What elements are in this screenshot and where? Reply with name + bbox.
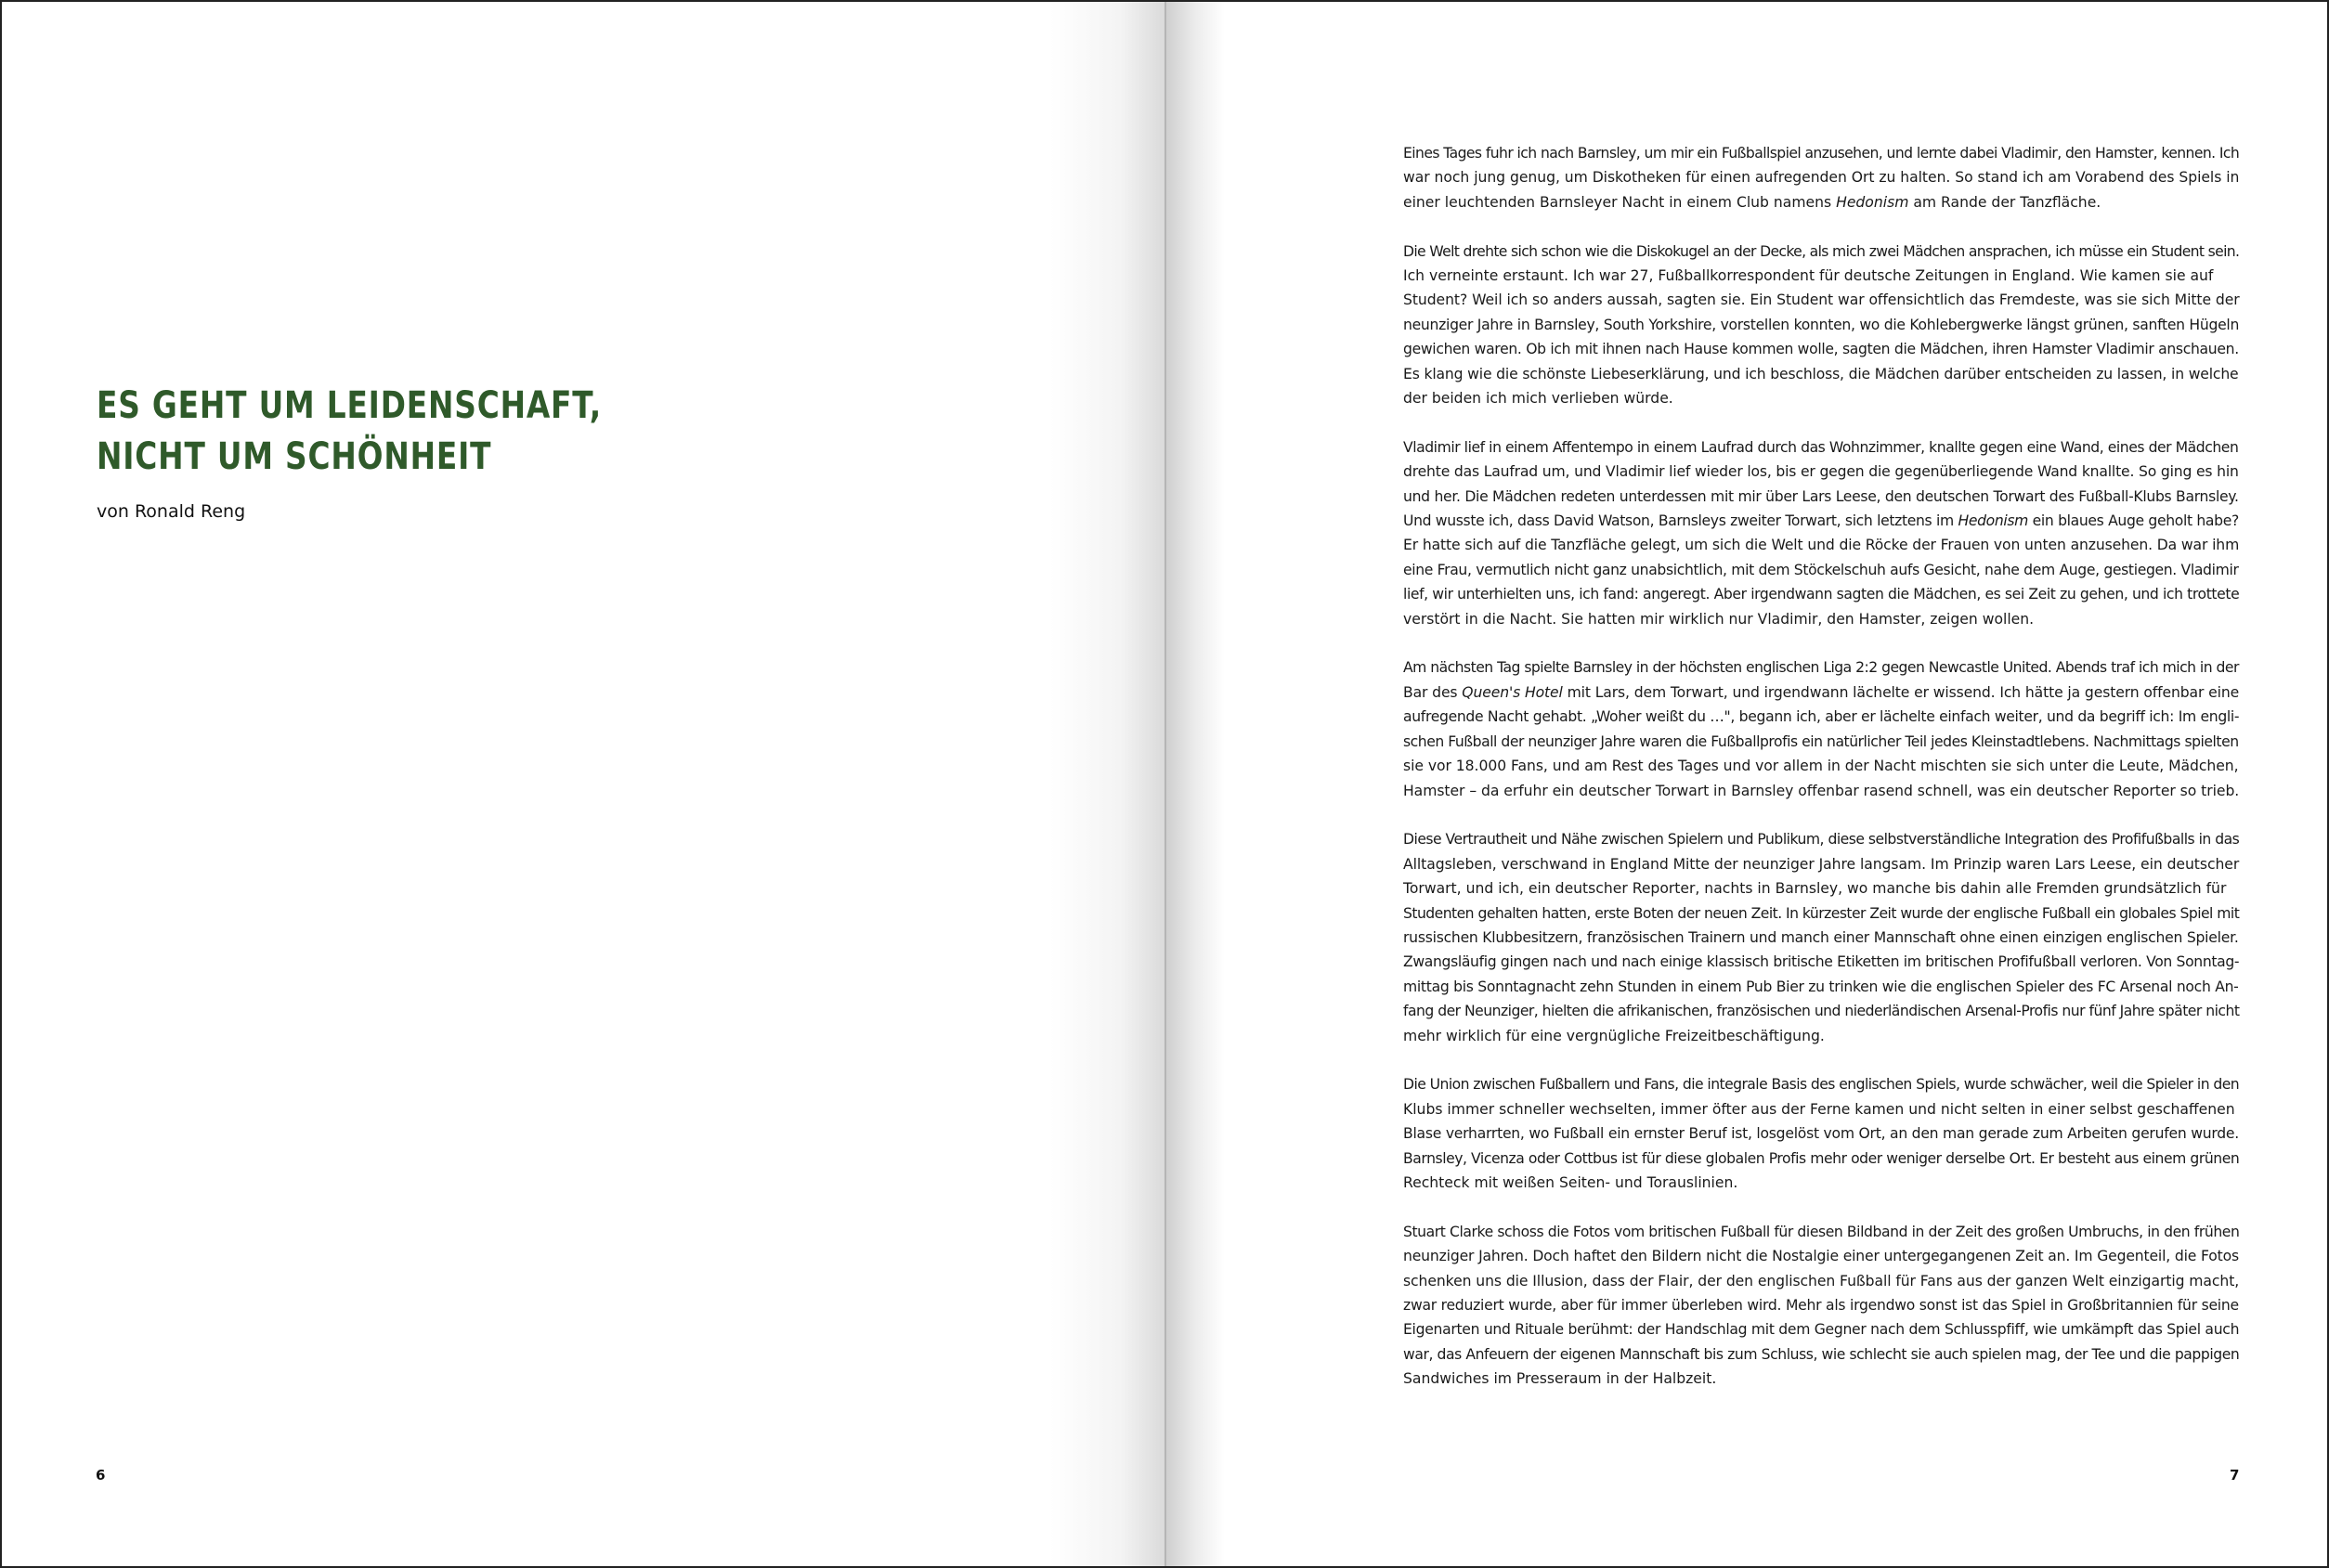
text-line	[1403, 1024, 2239, 1048]
text-line	[1403, 926, 2239, 950]
text-line	[1403, 337, 2239, 361]
text-line	[1403, 288, 2239, 312]
text-line	[1403, 509, 2239, 533]
text-line	[1403, 582, 2239, 606]
text-line	[1403, 1171, 2239, 1195]
text-segment: ein blaues Auge geholt habe?	[2028, 512, 2239, 530]
italic-text: Hedonism	[1836, 193, 1909, 211]
page-number-right: 7	[2230, 1467, 2240, 1484]
text-segment: mittag bis Sonntagnacht zehn Stunden in einem Pub Bier zu trinken wie die englischen Spieler des FC Arsenal noch An-	[1403, 978, 2239, 995]
text-segment: lief, wir unterhielten uns, ich fand: angeregt. Aber irgendwann sagten die Mädchen, es sei Zeit zu gehen, und ich trottete	[1403, 586, 2240, 603]
text-line	[1403, 558, 2239, 582]
text-segment: Ich verneinte erstaunt. Ich war 27, Fußballkorrespondent für deutsche Zeitungen in England. Wie kamen sie auf	[1403, 267, 2214, 285]
text-line	[1403, 730, 2239, 754]
text-line	[1403, 1097, 2239, 1121]
text-segment: verstört in die Nacht. Sie hatten mir wirklich nur Vladimir, den Hamster, zeigen wollen.	[1403, 610, 2035, 628]
text-segment: Vladimir lief in einem Affentempo in einem Laufrad durch das Wohnzimmer, knallte gegen eine Wand, eines der Mädchen	[1403, 438, 2239, 456]
text-line	[1403, 1220, 2239, 1244]
text-segment: Er hatte sich auf die Tanzfläche gelegt, um sich die Welt und die Röcke der Frauen von unten anzusehen. Da war ihm	[1403, 537, 2240, 554]
text-line	[1403, 1293, 2239, 1317]
italic-text: Hedonism	[1958, 512, 2029, 530]
text-line	[1403, 362, 2239, 386]
text-line	[1403, 1147, 2239, 1171]
right-page	[1166, 2, 2329, 1566]
text-segment: Studenten gehalten hatten, erste Boten der neuen Zeit. In kürzester Zeit wurde der englische Fußball ein globales Spiel mit	[1403, 904, 2240, 922]
text-segment: fang der Neunziger, hielten die afrikanischen, französischen und niederländischen Arsenal-Profis nur fünf Jahre später nicht	[1403, 1003, 2240, 1020]
text-line	[1403, 386, 2239, 410]
text-line	[1403, 141, 2239, 165]
text-segment: sie vor 18.000 Fans, und am Rest des Tages und vor allem in der Nacht mischten sie sich unter die Leute, Mädchen,	[1403, 758, 2239, 775]
page-number-left: 6	[96, 1467, 106, 1484]
book-gutter	[1164, 2, 1166, 1566]
text-line	[1403, 876, 2239, 901]
text-line	[1403, 655, 2239, 680]
body-paragraph	[1403, 827, 2239, 1048]
body-paragraph	[1403, 1072, 2239, 1195]
text-line	[1403, 1072, 2239, 1096]
text-segment: am Rande der Tanzfläche.	[1908, 193, 2101, 211]
italic-text: Queen's Hotel	[1462, 683, 1563, 701]
text-segment: Barnsley, Vicenza oder Cottbus ist für diese globalen Profis mehr oder weniger derselbe Ort. Er besteht aus einem grünen	[1403, 1149, 2240, 1167]
text-segment: russischen Klubbesitzern, französischen Trainern und manch einer Mannschaft ohne einen einzigen englischen Spieler.	[1403, 928, 2239, 946]
text-segment: schenken uns die Illusion, dass der Flair, der den englischen Fußball für Fans aus der ganzen Welt einzigartig macht,	[1403, 1272, 2240, 1289]
text-line	[1403, 533, 2239, 557]
title-line-2: NICHT UM SCHÖNHEIT	[97, 435, 492, 478]
text-segment: einer leuchtenden Barnsleyer Nacht in einem Club namens	[1403, 193, 1837, 211]
text-line	[1403, 240, 2239, 264]
text-segment: Hamster – da erfuhr ein deutscher Torwart in Barnsley offenbar rasend schnell, was ein deutscher Reporter so trieb.	[1403, 782, 2240, 799]
text-segment: und her. Die Mädchen redeten unterdessen mit mir über Lars Leese, den deutschen Torwart des Fußball-Klubs Barnsley.	[1403, 487, 2239, 505]
body-paragraph	[1403, 1220, 2239, 1392]
text-line	[1403, 975, 2239, 999]
text-line	[1403, 1269, 2239, 1293]
text-segment: Die Welt drehte sich schon wie die Diskokugel an der Decke, als mich zwei Mädchen ansprachen, ich müsse ein Student sein.	[1403, 242, 2240, 260]
text-segment: Zwangsläufig gingen nach und nach einige klassisch britische Etiketten im britischen Profifußball verloren. Von Sonntag-	[1403, 953, 2240, 971]
text-segment: zwar reduziert wurde, aber für immer überleben wird. Mehr als irgendwo sonst ist das Spiel in Großbritannien für seine	[1403, 1297, 2239, 1314]
text-line	[1403, 827, 2239, 851]
text-line	[1403, 1317, 2239, 1341]
text-line	[1403, 485, 2239, 509]
text-line	[1403, 264, 2239, 288]
text-segment: eine Frau, vermutlich nicht ganz unabsichtlich, mit dem Stöckelschuh aufs Gesicht, nahe dem Auge, gestiegen. Vladimir	[1403, 561, 2239, 578]
text-segment: Bar des	[1403, 683, 1463, 701]
title-line-1: ES GEHT UM LEIDENSCHAFT,	[97, 384, 603, 427]
text-line	[1403, 1342, 2239, 1367]
body-paragraph	[1403, 655, 2239, 802]
author-byline: von Ronald Reng	[97, 501, 246, 522]
text-line	[1403, 435, 2239, 460]
text-segment: Und wusste ich, dass David Watson, Barnsleys zweiter Torwart, sich letztens im	[1403, 512, 1958, 530]
text-line	[1403, 852, 2239, 876]
text-line	[1403, 901, 2239, 926]
text-segment: Eigenarten und Rituale berühmt: der Handschlag mit dem Gegner nach dem Schlusspfiff, wie umkämpft das Spiel auch	[1403, 1321, 2240, 1339]
text-segment: Am nächsten Tag spielte Barnsley in der höchsten englischen Liga 2:2 gegen Newcastle United. Abends traf ich mich in der	[1403, 659, 2239, 677]
text-line	[1403, 313, 2239, 337]
body-paragraph	[1403, 435, 2239, 631]
text-line	[1403, 779, 2239, 803]
text-segment: Stuart Clarke schoss die Fotos vom britischen Fußball für diesen Bildband in der Zeit des großen Umbruchs, in den frühen	[1403, 1223, 2240, 1240]
text-segment: war noch jung genug, um Diskotheken für einen aufregenden Ort zu halten. So stand ich am Vorabend des Spiels in	[1403, 169, 2240, 187]
text-segment: gewichen waren. Ob ich mit ihnen nach Hause kommen wolle, sagten die Mädchen, ihren Hamster Vladimir anschauen.	[1403, 341, 2239, 358]
text-line	[1403, 1121, 2239, 1146]
text-line	[1403, 1367, 2239, 1391]
text-segment: neunziger Jahren. Doch haftet den Bildern nicht die Nostalgie einer untergegangenen Zeit an. Im Gegenteil, die Fotos	[1403, 1248, 2239, 1265]
text-line	[1403, 950, 2239, 974]
left-page	[2, 2, 1166, 1566]
text-segment: Diese Vertrautheit und Nähe zwischen Spielern und Publikum, diese selbstverständliche Integration des Profifußballs in das	[1403, 831, 2240, 849]
text-segment: Alltagsleben, verschwand in England Mitte der neunziger Jahre langsam. Im Prinzip waren Lars Leese, ein deutscher	[1403, 855, 2240, 873]
text-segment: Student? Weil ich so anders aussah, sagten sie. Ein Student war offensichtlich das Fremdeste, was sie sich Mitte der	[1403, 292, 2240, 309]
text-segment: Sandwiches im Presseraum in der Halbzeit.	[1403, 1370, 1717, 1388]
text-line	[1403, 165, 2239, 189]
text-segment: der beiden ich mich verlieben würde.	[1403, 390, 1673, 408]
body-paragraph	[1403, 240, 2239, 411]
text-line	[1403, 607, 2239, 631]
text-segment: war, das Anfeuern der eigenen Mannschaft bis zum Schluss, wie schlecht sie auch spielen mag, der Tee und die pappigen	[1403, 1345, 2240, 1363]
text-segment: schen Fußball der neunziger Jahre waren die Fußballprofis ein natürlicher Teil jedes Kleinstadtlebens. Nachmittags spielten	[1403, 732, 2239, 750]
text-segment: drehte das Laufrad um, und Vladimir lief wieder los, bis er gegen die gegenüberliegende Wand knallte. So ging es hin	[1403, 463, 2239, 481]
text-segment: Blase verharrten, wo Fußball ein ernster Beruf ist, losgelöst vom Ort, an den man gerade zum Arbeiten gerufen wurde.	[1403, 1125, 2239, 1143]
text-segment: Eines Tages fuhr ich nach Barnsley, um mir ein Fußballspiel anzusehen, und lernte dabei Vladimir, den Hamster, kennen. Ich	[1403, 145, 2240, 162]
text-segment: Rechteck mit weißen Seiten- und Torauslinien.	[1403, 1173, 1738, 1191]
text-segment: mehr wirklich für eine vergnügliche Freizeitbeschäftigung.	[1403, 1027, 1825, 1044]
text-line	[1403, 680, 2239, 705]
text-segment: neunziger Jahre in Barnsley, South Yorkshire, vorstellen konnten, wo die Kohlebergwerke längst grünen, sanften Hügeln	[1403, 316, 2240, 333]
body-text	[1403, 141, 2239, 1416]
text-line	[1403, 999, 2239, 1023]
text-segment: Torwart, und ich, ein deutscher Reporter, nachts in Barnsley, wo manche bis dahin alle Fremden grundsätzlich für	[1403, 880, 2227, 898]
body-paragraph	[1403, 141, 2239, 214]
text-segment: aufregende Nacht gehabt. „Woher weißt du …", begann ich, aber er lächelte einfach weiter, und da begriff ich: Im engli-	[1403, 708, 2240, 726]
text-segment: Die Union zwischen Fußballern und Fans, die integrale Basis des englischen Spiels, wurde schwächer, weil die Spieler in den	[1403, 1076, 2240, 1094]
text-line	[1403, 1244, 2239, 1268]
text-line	[1403, 190, 2239, 214]
text-line	[1403, 705, 2239, 729]
chapter-title	[97, 381, 602, 483]
text-line	[1403, 460, 2239, 484]
text-segment: Es klang wie die schönste Liebeserklärung, und ich beschloss, die Mädchen darüber entscheiden zu lassen, in welche	[1403, 365, 2239, 382]
text-line	[1403, 754, 2239, 778]
text-segment: mit Lars, dem Torwart, und irgendwann lächelte er wissend. Ich hätte ja gestern offenbar eine	[1562, 683, 2240, 701]
text-segment: Klubs immer schneller wechselten, immer öfter aus der Ferne kamen und nicht selten in einer selbst geschaffenen	[1403, 1100, 2235, 1118]
